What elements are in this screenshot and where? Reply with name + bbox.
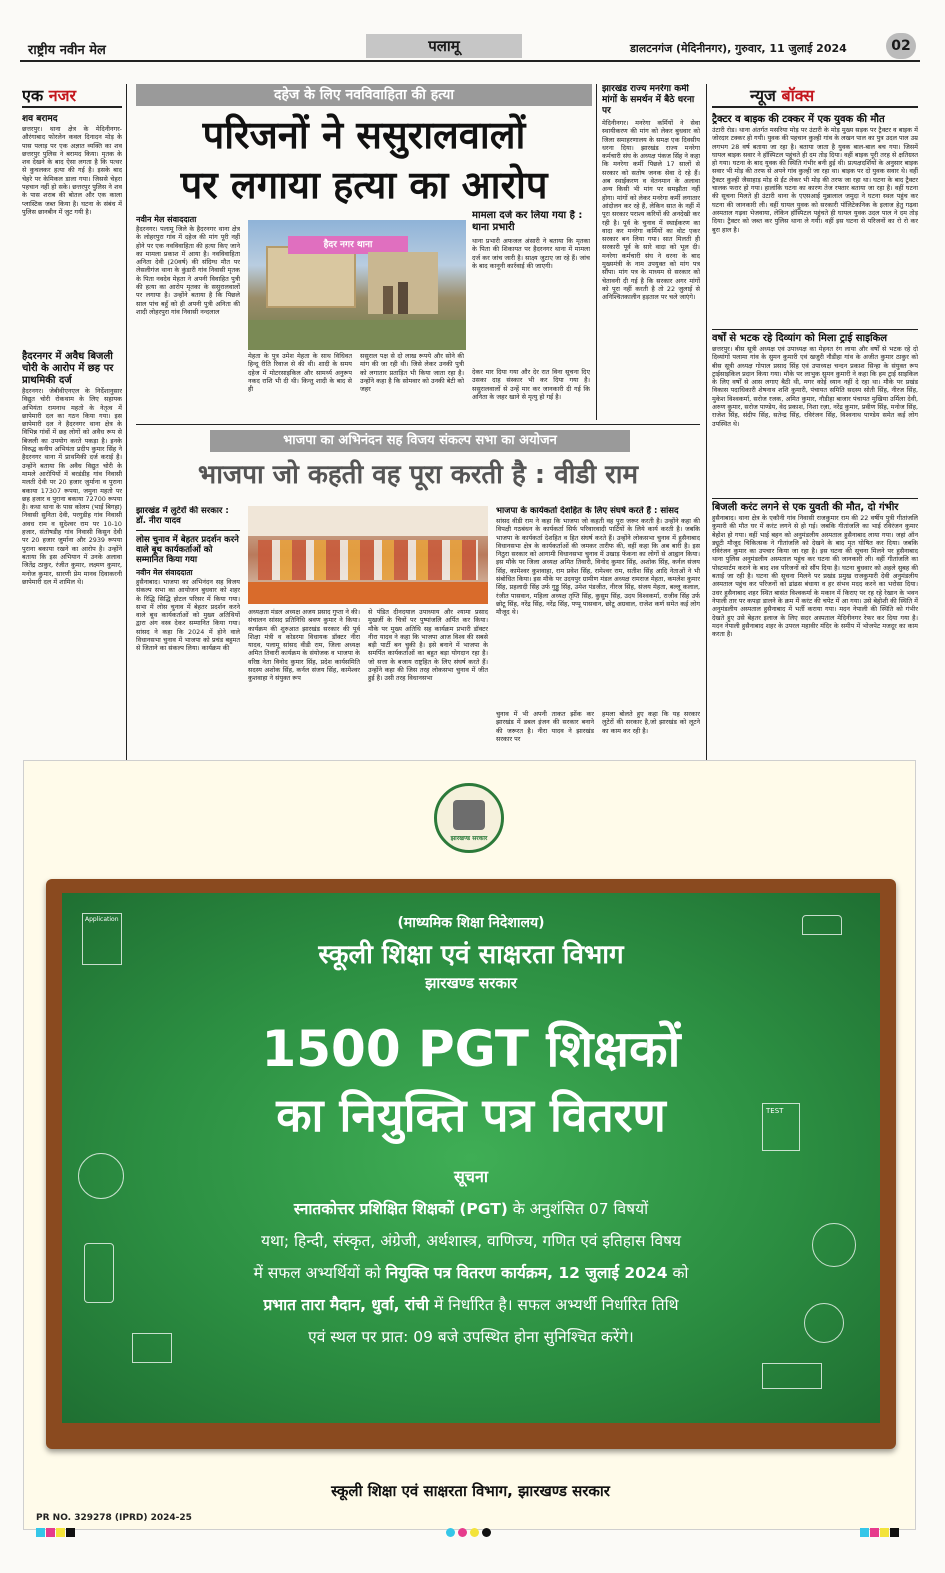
row-rule [136,424,700,425]
news-box-s3-head: बिजली करंट लगने से एक युवती की मौत, दो गंभीर [712,502,899,513]
bjp-strip: भाजपा का अभिनंदन सह विजय संकल्प सभा का अयोजन [210,430,630,452]
bjp-side1-head: झारखंड में लुटेरों की सरकार : डॉ. नीरा यादव [136,506,229,526]
story1-byline: नवीन मेल संवाददाता [136,215,197,224]
notice-line3-c: को [667,1264,689,1282]
column-rule [126,84,127,772]
test-label: TEST [766,1107,784,1115]
notice-line5: एवं स्थल पर प्रात: 09 बजे उपस्थित होना सुनिश्चित करेंगे। [308,1328,634,1346]
column-rule [706,84,707,774]
ek-nazar-item2-body: हैदरनगर। जेबीवीएनएल के निर्देशानुसार विद्युत चोरी रोकथाम के लिए सहायक अभियंता रामनाथ महतो के नेतृत्व में छापेमारी दल का गठन किया गया। इस छापेमारी दल ने हैदरनगर थाना क्षेत्र के विभिन्न गांवों में छह लोगों को अवैध रूप से बिजली का उपयोग करते पकड़ा है। इनके विरुद्ध कनीय अभियंता प्रदीप कुमार सिंह ने हैदरनगर थाना में प्राथमिकी दर्ज कराई है। उन्होंने बताया कि अवैध विद्युत चोरी के मामले आरोपियों में बरडंडीह गांव निवासी मलती देवी पर 20 हजार जुर्माना व पुराना बकाया 17307 रूपया, जमुना महतो पर छह हजार व पुराना बकाया 72700 रूपया है। कथा थाना के पास कोलम (भाई बिगहा) निवासी सुनिता देवी, परगुडीह गांव निवासी अवध राम व सुदेश्वर राम पर 10-10 हजार, संतोषडीह गांव निवासी किसुन देवी पर 20 हजार जुर्माना और 2939 रूपया पुराना बकाया रखने का आरोप है। उन्होंने बताया कि इस अभियान में उनके अलावा जितेंद्र ठाकुर, रंजीत कुमार, लक्ष्मण कुमार, मनोज कुमार, सारणी प्रेम मानव दिवाकरनी छापेमारी दल में शामिल थे। [22,387,122,586]
divider [712,498,918,499]
page-header [20,30,920,62]
news-box-title [712,84,918,108]
notice-line1 [62,1199,880,1219]
notice-line3 [62,1263,880,1283]
ad-footer: स्कूली शिक्षा एवं साक्षरता विभाग, झारखण्ड सरकार [331,1482,610,1500]
magenta-dot [458,1528,467,1537]
black-swatch [66,1528,75,1537]
ad-headline-1: 1500 PGT शिक्षकों [261,1020,681,1078]
black-dot [482,1528,491,1537]
ek-nazar-title [22,84,122,108]
ek-nazar-title-b: नजर [48,86,77,105]
newspaper-page [20,30,920,1545]
yellow-dot [470,1528,479,1537]
stage-cloth [248,582,488,604]
news-box-s1-head: ट्रैक्टर व बाइक की टक्कर में एक युवक की मौत [712,114,885,125]
story1-col1 [136,214,240,360]
bjp-body-col5a: चुनाव में भी अपनी ताकत झोंक कर झारखंड में डबल इंजन की सरकार बनाने की जरूरत है। नीरा यादव ने झारखंड सरकार पर [496,710,594,743]
story1-body-col4: देकर मार दिया गया और देर रात विना सूचना दिए उसका दाह संस्कार भी कर दिया गया है। ससुरालवालों से उन्हें मार कर जानकारी दी गई कि अनिता के जहर खाने से मृत्यु हो गई है। [472,368,590,401]
story1-headline-line2: पर लगाया हत्या का आरोप [180,163,548,207]
news-box-s3-body: हुसैनाबाद। थाना क्षेत्र के एकौनी गांव निवासी राजकुमार राम की 22 वर्षीय पुत्री गीतांजलि कुमारी की मौत घर में करंट लगने से हो गई। जबकि गीतांजलि का भाई रविरंजन कुमार बेहोश हो गया। वहीं भाई बहन को अनुमंडलीय अस्पताल हुसैनाबाद लाया गया। जहां ऑन ड्यूटी मौजूद चिकित्सक ने गीतांजलि को देखने के बाद मृत घोषित कर दिया। जबकि रविरंजन कुमार का उपचार किया जा रहा है। इस घटना की सूचना मिलने पर हुसैनाबाद थाना पुलिस अनुमंडलीय अस्पताल पहुंच कर घटना की जानकारी ली। वहीं गीतांजलि का पोस्टमार्टम कराने के बाद शव परिजनों को सौंप दिया है। घटना बुधवार को अहले सुबह की बताई जा रही है। घटना की सूचना मिलने पर प्रखंड प्रमुख राजकुमारी देवी अनुमंडलीय अस्पताल पहुंच कर परिजनों को ढांढस बंधाया व हर संभव मदद करने का भरोसा दिया। उधर हुसैनाबाद शहर स्थित बासंत विश्वकर्मा के मकान में किराए पर रह रहे रेखान के भवन नेपाली तार पर कपड़ा डालने के क्रम में करंट की चपेट में आ गया। उसे बेहोशी की स्थिति में अनुमंडलीय अस्पताल हुसैनाबाद में भर्ती कराया गया। मदन नेपाली की स्थिति को गंभीर देखते हुए उसे बेहतर इलाज के लिए सदर अस्पताल मेदिनीनगर रेफर कर दिया गया है। मदन नेपाली हुसैनाबाद शहर के उपरल महावीर मंदिर के समीप में भोजपेट मजदूर का काम करता है। [712,514,918,639]
magenta-swatch [46,1528,55,1537]
notice-line3-a: में सफल अभ्यर्थियों को [253,1264,386,1282]
news-box-title-a: न्यूज [750,86,776,105]
story2-body: मेदिनीनगर। मनरेगा कर्मियों ने सेवा स्थायीकरण की मांग को लेकर बुधवार को जिला समाहरणालय के समक्ष एक दिवसीय धरना दिया। झारखंड राज्य मनरेगा कर्मचारी संघ के अध्यक्ष पंकज सिंह ने कहा कि मनरेगा कर्मी पिछले 17 सालों से सरकार को सतोष जनक सेवा दे रहे हैं। अब स्थाईकरण व वेतनमान के अलावा अन्य किसी भी मांग पर समझौता नहीं होगा। मांगों को लेकर मनरेगा कर्मी लगातार आंदोलन कर रहे हैं, लेकिन सात के नहीं में पूरा सरकार पराश्य करियों की अनदेखी कर रही है। पूर्व के चुनाव में स्थाईकरण का वादा कर मनरेगा कर्मियों का वोट एकर सरकार बन लिया गया। सात मिलती ही सरकारी पूर्व के सारे वादा को भूल दी। मनरेगा कर्मचारी संघ ने धरना के बाद मुख्यमंत्री के नाम उपयुक्त को मांग पत्र सौंपा। मांग पत्र के माध्यम से सरकार को चेतावनी दी गई है कि सरकार अगर मांगों को पूरा नहीं करती है तो 22 जुलाई से अनिश्चितकालीन हड़ताल पर चले जाएंगे। [602,119,700,302]
building-shape [266,246,356,308]
news-box-column [712,84,918,774]
notice-event-date: नियुक्ति पत्र वितरण कार्यक्रम, 12 जुलाई 2024 [385,1264,668,1282]
story1-kicker: दहेज के लिए नवविवाहिता की हत्या [136,84,592,106]
yellow-swatch [880,1528,889,1537]
divider [712,329,918,330]
story1-body-col3: ससुराल पक्ष से दो लाख रूपये और सोने की मांग की जा रही थी। जिसे लेकर उनकी पुत्री को लगातार प्रताड़ित भी किया जाता रहा है। उन्होंने कहा है कि सोमवार को उनकी बेटी को जहर [360,352,464,394]
crowd [258,540,478,580]
story1-sub-body: थाना प्रभारी अफजल अंसारी ने बताया कि मृतका के पिता की शिकायत पर हैदरनगर थाना में मामला दर्ज कर जांच जारी है। साक्ष्य जुटाए जा रहे हैं। जांच के बाद कानूनी कार्रवाई की जाएगी। [472,237,590,270]
banner [248,506,488,536]
news-box-s2-body: छत्तरपुर। बीस सूत्री अध्यक्ष एवं उपाध्यक्ष का मेहनत रंग लाया और वर्षों से भटक रहे दो दिव्यांगों पलामा गांव के सुमन कुमारी एवं खजुरी नौडीहा गांव के अजीत कुमार ठाकुर को बीस सूत्री अध्यक्ष गोपाल प्रसाद सिंह एवं उपाध्यक्ष चन्दन प्रकाश सिन्हा के संयुक्त रूप ट्राईसाइकिल प्रदान किया गया। मौके पर लाभुक सुमन कुमारी ने कहा कि हम ट्राई साइकिल के लिए वर्षों से आस लगाए बैठी थी, मगर कोई ध्यान नहीं दे रहा था। मौके पर प्रखंड विकास पदाधिकारी शेषनाथ शशि कुमारी, पंचायत समिति सदस्य सोती सिंह, नीरज सिंह, मुकेश विश्वकर्मा, सरोज रजक, अमित कुमार, नौडीहा बाजार पंचायत मुखिया उर्मिला देवी, अरुण कुमार, सरोज पाण्डेय, वेद प्रकाश, निशा रज़ा, नरेंद्र कुमार, प्रवीण सिंह, मनोज सिंह, राजेश सिंह, संदीप सिंह, सतेन्द्र सिंह, रविरंजन सिंह, विश्वनाथ पाण्डेय समेत कई लोग उपस्थित थे। [712,345,918,428]
story1-body-col1: हैदरनगर। पलामू जिले के हैदरनगर थाना क्षेत्र के लोहरपुरा गांव में दहेज की मांग पूरी नहीं होने पर एक नवविवाहिता की हत्या किए जाने का मामला प्रकाश में आया है। नवविवाहिता अनिता देवी (20वर्ष) की संदिग्ध मौत पर लेसलीगंज थाना के कुंडारी गांव निवासी मृतक के पिता नवदेव मेहता ने अपनी विवाहित पुत्री की हत्या का आरोप मृतका के ससुरालवालों पर लगाया है। उन्होंने बताया है कि पिछले साल पांच बहुँ को ही अपनी पुत्री अनिता की शादी लोहरपुरा गांव निवासी नन्दलाल [136,225,240,316]
ek-nazar-title-a: एक [22,86,44,105]
application-label: Application [85,916,119,923]
dateline: डालटनगंज (मेदिनीनगर), गुरुवार, 11 जुलाई 2024 [630,42,847,55]
notice-pgt: स्नातकोत्तर प्रशिक्षित शिक्षकों (PGT) [293,1200,508,1218]
yellow-swatch [56,1528,65,1537]
cyan-swatch [860,1528,869,1537]
bjp-event-photo [248,506,488,604]
pr-number: PR NO. 329278 (IPRD) 2024-25 [36,1513,192,1523]
notice-label: सूचना [453,1167,488,1186]
magenta-swatch [870,1528,879,1537]
emblem-text: झारखण्ड सरकार [450,835,488,842]
cyan-swatch [36,1528,45,1537]
bjp-body-col1: हुसैनाबाद। भाजपा का अभिनंदन सह विजय संकल्प सभा का आयोजन बुधवार को शहर के रिद्धि सिद्धि होटल परिसर में किया गया। सभा में लोस चुनाव में बेहतर प्रदर्शन करने वाले बूथ कार्यकर्ताओं को मुख्य अतिथियों द्वारा अंग वस्त्र देकर सम्मानित किया गया। सांसद ने कहा कि 2024 में होने वाले विधानसभा चुनाव में भाजपा को प्रचंड बहुमत से जिताने का संकल्प लिया। कार्यक्रम की [136,578,240,653]
story1-sub-head: मामला दर्ज कर लिया गया है : थाना प्रभारी [472,210,583,233]
column-rule [596,84,597,420]
news-box-s1-body: उंटारी रोड। थाना अंतर्गत मसरिया मोड़ पर उंटारी के मोड़ मुख्य सड़क पर ट्रैक्टर व बाइक में जोरदार टक्कर हो गयी। युवक की पहचान कुल्ही गांव के लखन पाल का पुत्र उदल पाल उम्र लगभग 28 वर्ष बताया जा रहा है। बताया जाता है युवक बाल-बाल बच गया। जिसमें घायल बाइक सवार ने हॉस्पिटल पहुंचते ही दम तोड़ दिया। वहीं बाइक पूरी तरह से क्षतिग्रस्त हो गया। घटना के बाद युवक की स्थिति गंभीर बनी हुई थी। प्रत्यक्षदर्शियों के अनुसार बाइक सवार भी मोड़ की तरफ से अपने गांव कुल्ही जा रहा था। बाइक पर दो युवक सवार थे। वहीं ट्रैक्टर कुल्ही जैसाहाड़ मोड़ से ईंट लेकर भी मोड़ की तरफ जा रहा था। घटना के बाद ट्रैक्टर चालक फरार हो गया। हालांकि घटना का कारण तेज रफ्तार बताया जा रहा है। वहीं घटना की सूचना मिलते ही उंटारी थाना के एएसआई मुन्नालाल जमुदा ने घटना स्थल पहुंच कर घटना की जानकारी ली। वहीं घायल युवक को सरकारी पॉलिटेकनिक के इलाज हेतु गढ़वा अस्पताल गढ़वा भेजवाया, लेकिन हॉस्पिटल पहुंचते ही घायल युवक उदल पाल ने दम तोड़ दिया। ट्रैक्टर को जब्त कर पुलिस थाना ले गयी। वहीं इस घटना से परिजनों का रो रो कर बुरा हाल है। [712,126,918,234]
chalkboard [62,893,880,1423]
bjp-body-col2: अध्यक्षता मंडल अध्यक्ष अजय प्रसाद गुप्ता ने की। संचालन सांसद प्रतिनिधि श्रवण कुमार ने किया। कार्यक्रम की शुरुआत झारखंड सरकार की पूर्व शिक्षा मंत्री व कोडरमा विधायक डॉक्टर नीरा यादव, पलामू सांसद वीडी राम, जिला अध्यक्ष अमित तिवारी कार्यक्रम के संयोजक व भाजपा के वरिष्ठ नेता विनोद कुमार सिंह, प्रदेश कार्यसमिति सदस्य अशोक सिंह, कर्नल संजय सिंह, कामेश्वर कुशवाहा ने संयुक्त रूप [248,608,360,683]
chalkboard-frame [46,879,896,1449]
black-swatch [890,1528,899,1537]
story1-headline [136,110,592,210]
cyan-dot [446,1528,455,1537]
ek-nazar-column [22,84,122,772]
masthead: राष्ट्रीय नवीन मेल [28,43,106,58]
ek-nazar-item1-head: शव बरामद [22,114,58,124]
ruler-icon [762,1363,822,1389]
ad-headline-2: का नियुक्ति पत्र वितरण [276,1088,666,1142]
govt-line: झारखण्ड सरकार [425,974,517,992]
story2-column [602,84,700,420]
story2-head: झारखंड राज्य मनरेगा कर्मी मांगों के समर्थन में बैठे धरना पर [602,84,695,116]
notice-venue: प्रभात तारा मैदान, धुर्वा, रांची [263,1296,430,1314]
notice-line2: यथा; हिन्दी, संस्कृत, अंग्रेजी, अर्थशास्त्र, वाणिज्य, गणित एवं इतिहास विषय [260,1232,682,1250]
person-figure [398,282,408,314]
story1-body-col2: मेहता के पुत्र उमेश मेहता के साथ विधिवत हिन्दू रीति रिवाज से की थी। शादी के समय दहेज में मोटरसाइकिल और सामर्थ्य अनुरूप नकद राशि भी दी थी। किन्तु शादी के बाद से ही [248,352,352,394]
person-figure [383,286,393,314]
ground [248,320,466,350]
divider [136,530,240,531]
bjp-byline: नवीन मेल संवाददाता [136,568,193,577]
news-box-title-b: बॉक्स [781,86,815,105]
notice-subjects-count: के अनुशंसित 07 विषयों [507,1200,649,1218]
department-title: स्कूली शिक्षा एवं साक्षरता विभाग [318,940,624,970]
ek-nazar-item2-head: हैदरनगर में अवैध बिजली चोरी के आरोप में छह पर प्राथमिकी दर्ज [22,351,114,386]
notice-line4 [62,1295,880,1315]
ek-nazar-item1-body: छत्तरपुर। थाना क्षेत्र के मेदिनीनगर-औरंगाबाद फोरलेन कवल दिनादन मोड़ के पास पलाड़ पर एक अज्ञात व्यक्ति का शव छत्तरपुर पुलिस ने बरामद किया। मृतक के शव देखने के बाद ऐसा लगता है कि पत्थर से कुचलकर हत्या की गई है। इसके बाद चेहरे पर केमिकल डाला गया। जिससे चेहरा पहचान नहीं हो सके। छत्तरपुर पुलिस ने शव के पास शराब की बोतल और एक काला प्लास्टिक जब्त किया है। घटना के संबंध में पुलिस छानबीन में जुट गयी है। [22,125,122,216]
bjp-col1 [136,506,240,774]
story1-headline-line1: परिजनों ने ससुरालवालों [202,113,526,157]
emblem-core [453,800,485,830]
jharkhand-emblem-icon [434,783,504,853]
government-advertisement [23,760,916,1530]
bjp-body-col4: सांसद वीडी राम ने कहा कि भाजपा जो कहती वह पूरा जरूर करती है। उन्होंने कहा की विपक्षी गठबंधन के कार्यकर्ता सिर्फ परिवारवादी पार्टियों के लिये कार्य करती है। जबकि भाजपा के कार्यकर्ता देशहित व हित संघर्ष करते हैं। उन्होंने लोकसभा चुनाव में हुसैनाबाद विधानसभा क्षेत्र के कार्यकर्ताओं की जमकर तारीफ की, वहीं कहा कि अब बारी है। इस निठुरा सरकार को आगामी विधानसभा चुनाव में उखाड़ फेंकना का लोगों से आह्वान किया। इस मौके पर जिला अध्यक्ष अमित तिवारी, विनोद कुमार सिंह, अशोक सिंह, कर्नल संजय सिंह, कामेश्वर कुशवाहा, राम प्रवेश सिंह, रामेश्वर राम, सतीश सिंह आदि नेताओं ने भी संबोधित किया। इस मौके पर उदयपुर ग्रामीण मंडल अध्यक्ष रामराज मेहता, कमलेश कुमार सिंह, प्रहलादी सिंह उर्फ गुड्डु सिंह, उमेश पंडजीत, नीरज सिंह, संजय मेहता, बल्लू कलाल, रंजीत पासवान, महिला अध्यक्ष तृप्ति सिंह, कुसुम सिंह, उदय विश्वकर्मा, राजीव सिंह उर्फ छोटू सिंह, नरेंद्र सिंह, नरेंद्र सिंह, पप्पू पासवान, छोटू अग्रवाल, राजेश कर्ण समेत कई लोग मौजूद थे। [496,517,700,617]
bjp-side-head: भाजपा के कार्यकर्ता देशहित के लिए संघर्ष करते हैं : सांसद [496,506,679,516]
bjp-side2-head: लोस चुनाव में बेहतर प्रदर्शन करने वाले बूथ कार्यकर्ताओं को सम्मानित किया गया [136,535,239,565]
bjp-headline: भाजपा जो कहती वह पूरा करती है : वीडी राम [197,460,639,490]
story1-sidebar [472,210,590,362]
page-number: 02 [886,33,916,59]
bjp-col4 [496,506,700,706]
directorate-line: (माध्यमिक शिक्षा निदेशालय) [397,915,545,931]
notice-line4-b: में निर्धारित है। सफल अभ्यर्थी निर्धारित तिथि [429,1296,679,1314]
bjp-body-col3: से पंडित दीनदयाल उपाध्याय और श्यामा प्रसाद मुखर्जी के चित्रों पर पुष्पांजलि अर्पित कर किया। मौके पर मुख्य अतिथि सह कार्यक्रम प्रभारी डॉक्टर नीरा यादव ने कहा कि भाजपा आज विश्व की सबसे बड़ी पार्टी बन चुकी है। इसे बनाने में भाजपा के समर्पित कार्यकर्ताओं का बहुत बड़ा योगदान रहा है। जो सत्ता के बजाय राष्ट्रहित के लिए संघर्ष करते हैं। उन्होंने कहा की जिस तरह लोकसभा चुनाव में जीत हुई है। उसी तरह विधानसभा [368,608,488,683]
news-box-s2-head: वर्षों से भटक रहे दिव्यांग को मिला ट्राई साइकिल [712,333,888,344]
section-name: पलामू [366,34,522,58]
bjp-body-col5b: हमला बोलते हुए कहा कि यह सरकार लुटेरों की सरकार है,जो झारखंड को लूटने का काम कर रही है। [602,710,700,735]
police-station-photo [248,220,466,350]
station-sign: हैदर नगर थाना [288,236,408,254]
